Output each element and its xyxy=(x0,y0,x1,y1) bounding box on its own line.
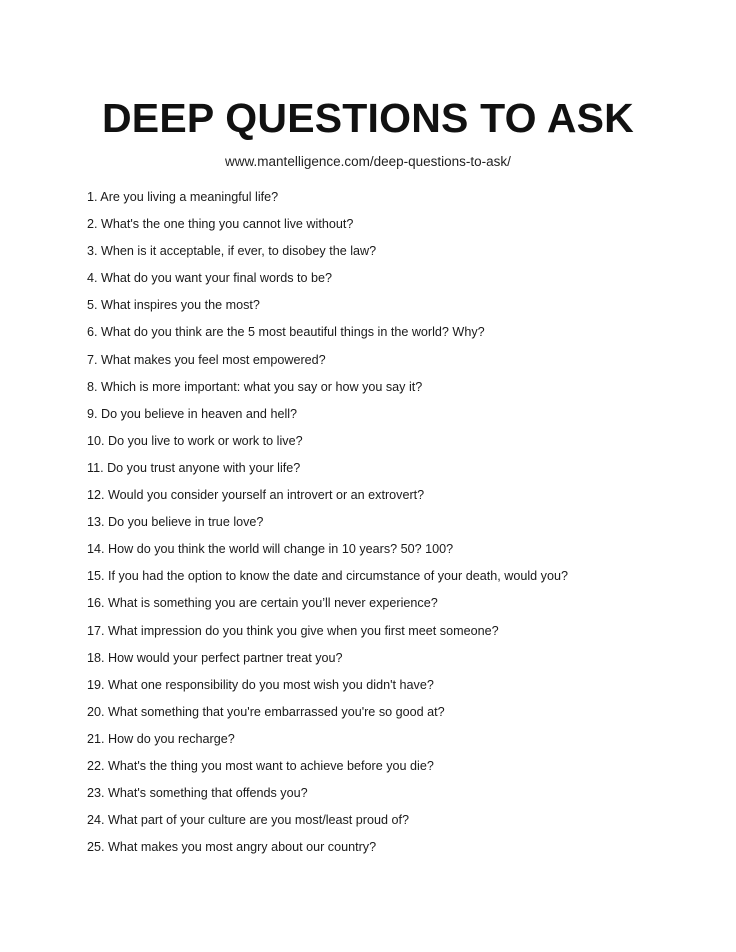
question-item: 9. Do you believe in heaven and hell? xyxy=(87,406,298,421)
question-item: 19. What one responsibility do you most wish you didn't have? xyxy=(87,677,434,692)
question-item: 24. What part of your culture are you most/least proud of? xyxy=(87,813,410,828)
question-item: 10. Do you live to work or work to live? xyxy=(87,433,303,448)
question-item: 12. Would you consider yourself an introvert or an extrovert? xyxy=(87,488,425,503)
question-item: 22. What's the thing you most want to achieve before you die? xyxy=(87,758,434,773)
question-item: 14. How do you think the world will change in 10 years? 50? 100? xyxy=(87,542,454,557)
question-item: 2. What's the one thing you cannot live without? xyxy=(87,217,354,232)
question-list xyxy=(87,187,707,864)
question-item: 18. How would your perfect partner treat you? xyxy=(87,650,343,665)
question-item: 13. Do you believe in true love? xyxy=(87,515,264,530)
question-item: 3. When is it acceptable, if ever, to disobey the law? xyxy=(87,244,377,259)
question-item: 4. What do you want your final words to be? xyxy=(87,271,333,286)
question-item: 1. Are you living a meaningful life? xyxy=(87,190,279,204)
question-item: 5. What inspires you the most? xyxy=(87,298,260,313)
question-item: 21. How do you recharge? xyxy=(87,731,235,746)
source-url: www.mantelligence.com/deep-questions-to-ask/ xyxy=(225,154,511,169)
question-item: 11. Do you trust anyone with your life? xyxy=(87,460,301,475)
question-item: 6. What do you think are the 5 most beautiful things in the world? Why? xyxy=(87,325,485,340)
question-item: 17. What impression do you think you give when you first meet someone? xyxy=(87,623,499,638)
question-item: 16. What is something you are certain you’ll never experience? xyxy=(87,596,438,611)
question-item: 15. If you had the option to know the date and circumstance of your death, would you? xyxy=(87,569,568,584)
page-title: DEEP QUESTIONS TO ASK xyxy=(102,95,634,141)
question-item: 20. What something that you're embarrassed you're so good at? xyxy=(87,704,445,719)
question-item: 8. Which is more important: what you say or how you say it? xyxy=(87,379,423,394)
question-item: 25. What makes you most angry about our country? xyxy=(87,840,377,855)
question-item: 7. What makes you feel most empowered? xyxy=(87,352,326,367)
question-item: 23. What's something that offends you? xyxy=(87,786,308,801)
